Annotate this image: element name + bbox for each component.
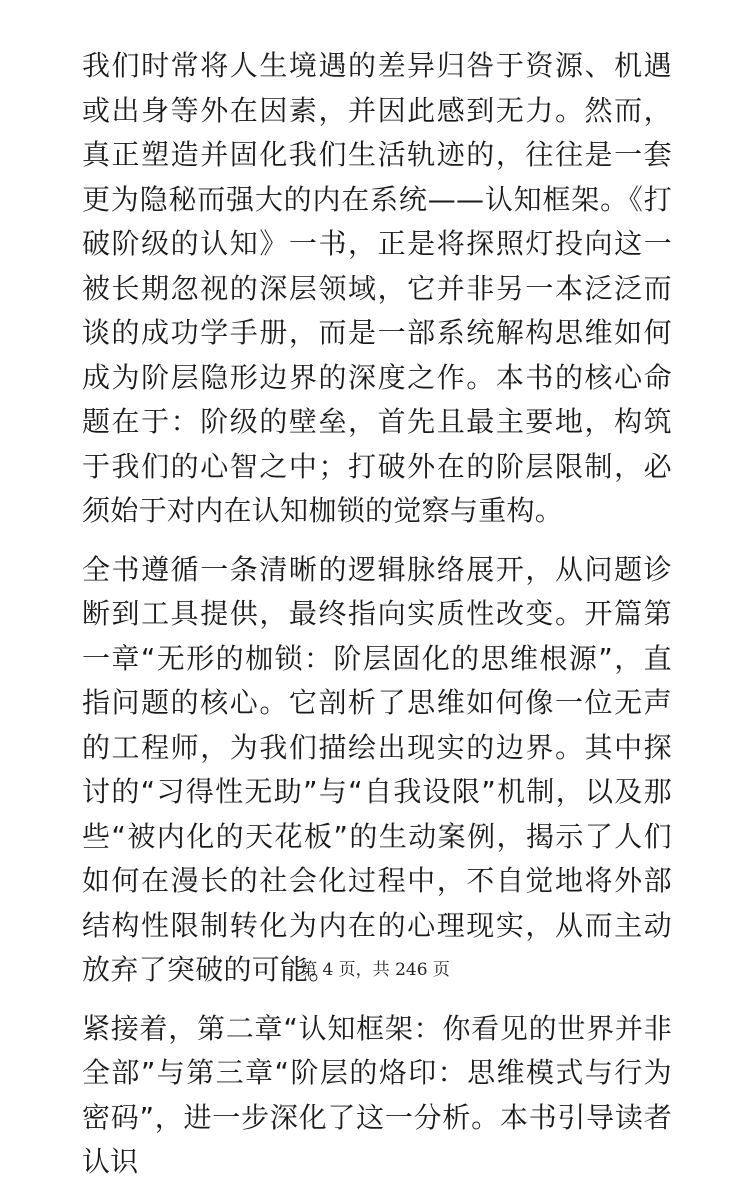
page-body xyxy=(82,44,672,1185)
paragraph-2: 全书遵循一条清晰的逻辑脉络展开，从问题诊断到工具提供，最终指向实质性改变。开篇第一章“无形的枷锁：阶层固化的思维根源”，直指问题的核心。它剖析了思维如何像一位无声的工程师，为我们描绘出现实的边界。其中探讨的“习得性无助”与“自我设限”机制，以及那些“被内化的天花板”的生动案例，揭示了人们如何在漫长的社会化过程中，不自觉地将外部结构性限制转化为内在的心理现实，从而主动放弃了突破的可能。 xyxy=(82,552,672,986)
page-number-footer: 第 4 页，共 246 页 xyxy=(300,960,450,980)
paragraph-3: 紧接着，第二章“认知框架：你看见的世界并非全部”与第三章“阶层的烙印：思维模式与行为密码”，进一步深化了这一分析。本书引导读者认识 xyxy=(82,1011,672,1178)
paragraph-1: 我们时常将人生境遇的差异归咎于资源、机遇或出身等外在因素，并因此感到无力。然而，真正塑造并固化我们生活轨迹的，往往是一套更为隐秘而强大的内在系统——认知框架。《打破阶级的认知》一书，正是将探照灯投向这一被长期忽视的深层领域，它并非另一本泛泛而谈的成功学手册，而是一部系统解构思维如何成为阶层隐形边界的深度之作。本书的核心命题在于：阶级的壁垒，首先且最主要地，构筑于我们的心智之中；打破外在的阶层限制，必须始于对内在认知枷锁的觉察与重构。 xyxy=(82,49,672,527)
